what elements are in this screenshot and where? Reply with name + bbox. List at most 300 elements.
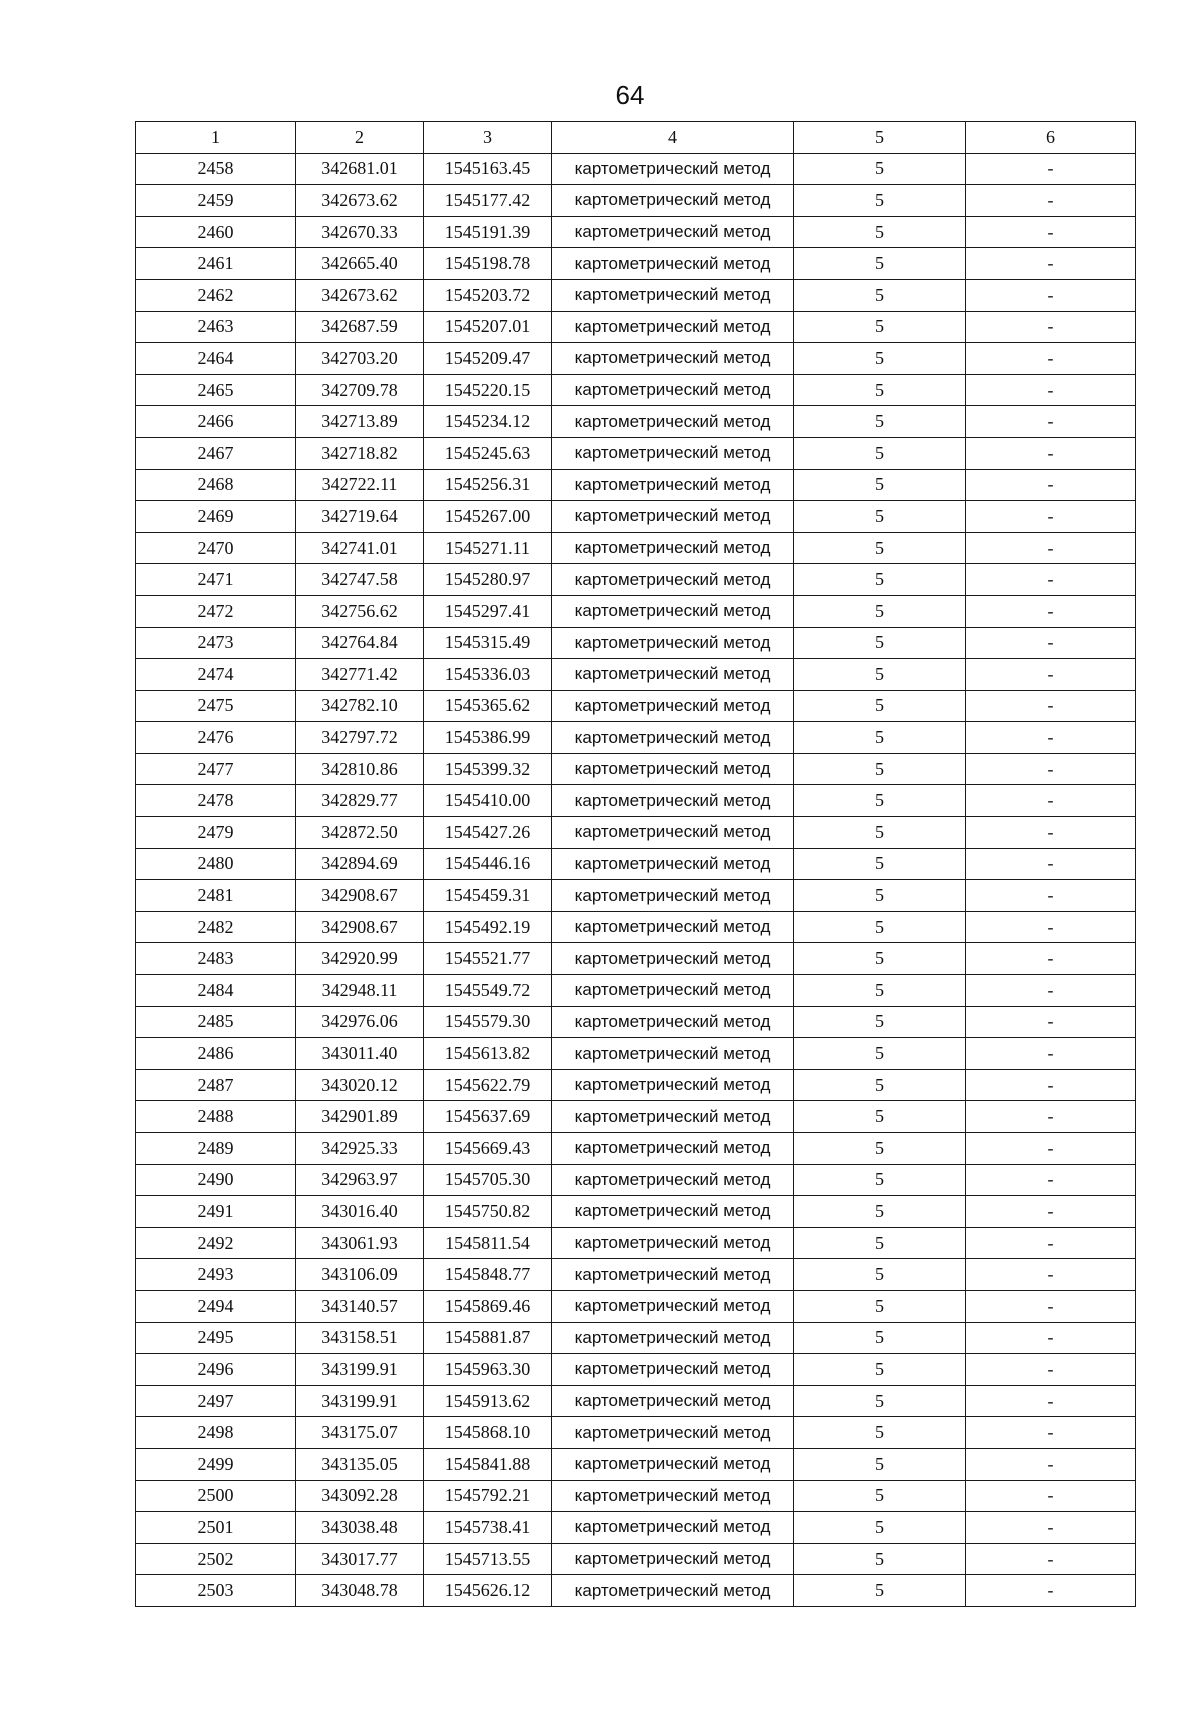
note-cell: - — [966, 659, 1136, 691]
note-cell: - — [966, 279, 1136, 311]
table-row — [136, 279, 1136, 311]
table-row — [136, 216, 1136, 248]
note-cell: - — [966, 690, 1136, 722]
point-number-cell: 2488 — [136, 1101, 296, 1133]
table-row — [136, 1480, 1136, 1512]
note-cell: - — [966, 975, 1136, 1007]
note-cell: - — [966, 911, 1136, 943]
y-coordinate-cell: 1545427.26 — [424, 817, 552, 849]
table-header-row — [136, 122, 1136, 154]
x-coordinate-cell: 343048.78 — [296, 1575, 424, 1607]
accuracy-cell: 5 — [794, 1196, 966, 1228]
accuracy-cell: 5 — [794, 532, 966, 564]
x-coordinate-cell: 342665.40 — [296, 248, 424, 280]
point-number-cell: 2496 — [136, 1354, 296, 1386]
point-number-cell: 2490 — [136, 1164, 296, 1196]
x-coordinate-cell: 343016.40 — [296, 1196, 424, 1228]
accuracy-cell: 5 — [794, 279, 966, 311]
table-row — [136, 1069, 1136, 1101]
table-row — [136, 1196, 1136, 1228]
table-row — [136, 1164, 1136, 1196]
table-row — [136, 1101, 1136, 1133]
accuracy-cell: 5 — [794, 406, 966, 438]
column-header: 5 — [794, 122, 966, 154]
note-cell: - — [966, 1038, 1136, 1070]
y-coordinate-cell: 1545315.49 — [424, 627, 552, 659]
table-row — [136, 1227, 1136, 1259]
note-cell: - — [966, 1259, 1136, 1291]
note-cell: - — [966, 406, 1136, 438]
note-cell: - — [966, 248, 1136, 280]
method-cell: картометрический метод — [552, 659, 794, 691]
accuracy-cell: 5 — [794, 943, 966, 975]
y-coordinate-cell: 1545521.77 — [424, 943, 552, 975]
y-coordinate-cell: 1545963.30 — [424, 1354, 552, 1386]
table-row — [136, 564, 1136, 596]
note-cell: - — [966, 785, 1136, 817]
note-cell: - — [966, 880, 1136, 912]
y-coordinate-cell: 1545622.79 — [424, 1069, 552, 1101]
y-coordinate-cell: 1545267.00 — [424, 501, 552, 533]
accuracy-cell: 5 — [794, 501, 966, 533]
accuracy-cell: 5 — [794, 1227, 966, 1259]
y-coordinate-cell: 1545669.43 — [424, 1133, 552, 1165]
accuracy-cell: 5 — [794, 1417, 966, 1449]
method-cell: картометрический метод — [552, 185, 794, 217]
accuracy-cell: 5 — [794, 690, 966, 722]
table-row — [136, 501, 1136, 533]
y-coordinate-cell: 1545459.31 — [424, 880, 552, 912]
method-cell: картометрический метод — [552, 785, 794, 817]
y-coordinate-cell: 1545280.97 — [424, 564, 552, 596]
accuracy-cell: 5 — [794, 437, 966, 469]
table-row — [136, 1512, 1136, 1544]
y-coordinate-cell: 1545336.03 — [424, 659, 552, 691]
accuracy-cell: 5 — [794, 1101, 966, 1133]
table-row — [136, 1133, 1136, 1165]
note-cell: - — [966, 501, 1136, 533]
accuracy-cell: 5 — [794, 216, 966, 248]
table-row — [136, 437, 1136, 469]
note-cell: - — [966, 1133, 1136, 1165]
table-row — [136, 753, 1136, 785]
method-cell: картометрический метод — [552, 406, 794, 438]
y-coordinate-cell: 1545191.39 — [424, 216, 552, 248]
point-number-cell: 2500 — [136, 1480, 296, 1512]
y-coordinate-cell: 1545811.54 — [424, 1227, 552, 1259]
note-cell: - — [966, 943, 1136, 975]
note-cell: - — [966, 848, 1136, 880]
y-coordinate-cell: 1545271.11 — [424, 532, 552, 564]
point-number-cell: 2477 — [136, 753, 296, 785]
table-row — [136, 374, 1136, 406]
method-cell: картометрический метод — [552, 1101, 794, 1133]
method-cell: картометрический метод — [552, 1417, 794, 1449]
table-row — [136, 785, 1136, 817]
point-number-cell: 2489 — [136, 1133, 296, 1165]
point-number-cell: 2461 — [136, 248, 296, 280]
table-row — [136, 1038, 1136, 1070]
y-coordinate-cell: 1545750.82 — [424, 1196, 552, 1228]
accuracy-cell: 5 — [794, 817, 966, 849]
accuracy-cell: 5 — [794, 1133, 966, 1165]
accuracy-cell: 5 — [794, 1006, 966, 1038]
table-row — [136, 532, 1136, 564]
method-cell: картометрический метод — [552, 1543, 794, 1575]
point-number-cell: 2476 — [136, 722, 296, 754]
x-coordinate-cell: 342703.20 — [296, 343, 424, 375]
point-number-cell: 2497 — [136, 1385, 296, 1417]
point-number-cell: 2466 — [136, 406, 296, 438]
method-cell: картометрический метод — [552, 343, 794, 375]
y-coordinate-cell: 1545386.99 — [424, 722, 552, 754]
table-row — [136, 185, 1136, 217]
point-number-cell: 2472 — [136, 595, 296, 627]
table-row — [136, 659, 1136, 691]
y-coordinate-cell: 1545705.30 — [424, 1164, 552, 1196]
x-coordinate-cell: 342741.01 — [296, 532, 424, 564]
method-cell: картометрический метод — [552, 817, 794, 849]
y-coordinate-cell: 1545207.01 — [424, 311, 552, 343]
note-cell: - — [966, 185, 1136, 217]
point-number-cell: 2498 — [136, 1417, 296, 1449]
x-coordinate-cell: 342894.69 — [296, 848, 424, 880]
coordinates-table — [135, 121, 1136, 1607]
y-coordinate-cell: 1545869.46 — [424, 1290, 552, 1322]
accuracy-cell: 5 — [794, 753, 966, 785]
note-cell: - — [966, 595, 1136, 627]
note-cell: - — [966, 343, 1136, 375]
accuracy-cell: 5 — [794, 1512, 966, 1544]
method-cell: картометрический метод — [552, 1354, 794, 1386]
point-number-cell: 2486 — [136, 1038, 296, 1070]
x-coordinate-cell: 342687.59 — [296, 311, 424, 343]
point-number-cell: 2467 — [136, 437, 296, 469]
table-row — [136, 469, 1136, 501]
x-coordinate-cell: 343199.91 — [296, 1354, 424, 1386]
y-coordinate-cell: 1545163.45 — [424, 153, 552, 185]
method-cell: картометрический метод — [552, 1164, 794, 1196]
note-cell: - — [966, 1417, 1136, 1449]
accuracy-cell: 5 — [794, 975, 966, 1007]
table-row — [136, 627, 1136, 659]
table-row — [136, 1006, 1136, 1038]
point-number-cell: 2492 — [136, 1227, 296, 1259]
y-coordinate-cell: 1545220.15 — [424, 374, 552, 406]
note-cell: - — [966, 1385, 1136, 1417]
method-cell: картометрический метод — [552, 911, 794, 943]
point-number-cell: 2480 — [136, 848, 296, 880]
table-row — [136, 1354, 1136, 1386]
accuracy-cell: 5 — [794, 1259, 966, 1291]
accuracy-cell: 5 — [794, 564, 966, 596]
x-coordinate-cell: 342764.84 — [296, 627, 424, 659]
x-coordinate-cell: 342673.62 — [296, 185, 424, 217]
x-coordinate-cell: 342908.67 — [296, 880, 424, 912]
x-coordinate-cell: 342925.33 — [296, 1133, 424, 1165]
note-cell: - — [966, 469, 1136, 501]
note-cell: - — [966, 627, 1136, 659]
table-row — [136, 1543, 1136, 1575]
y-coordinate-cell: 1545848.77 — [424, 1259, 552, 1291]
method-cell: картометрический метод — [552, 627, 794, 659]
x-coordinate-cell: 342829.77 — [296, 785, 424, 817]
point-number-cell: 2465 — [136, 374, 296, 406]
note-cell: - — [966, 1227, 1136, 1259]
accuracy-cell: 5 — [794, 1480, 966, 1512]
accuracy-cell: 5 — [794, 1322, 966, 1354]
x-coordinate-cell: 342713.89 — [296, 406, 424, 438]
method-cell: картометрический метод — [552, 1512, 794, 1544]
x-coordinate-cell: 342670.33 — [296, 216, 424, 248]
x-coordinate-cell: 342747.58 — [296, 564, 424, 596]
x-coordinate-cell: 343158.51 — [296, 1322, 424, 1354]
x-coordinate-cell: 343017.77 — [296, 1543, 424, 1575]
point-number-cell: 2485 — [136, 1006, 296, 1038]
y-coordinate-cell: 1545365.62 — [424, 690, 552, 722]
note-cell: - — [966, 1101, 1136, 1133]
x-coordinate-cell: 342976.06 — [296, 1006, 424, 1038]
accuracy-cell: 5 — [794, 1385, 966, 1417]
note-cell: - — [966, 1354, 1136, 1386]
note-cell: - — [966, 1196, 1136, 1228]
note-cell: - — [966, 722, 1136, 754]
y-coordinate-cell: 1545792.21 — [424, 1480, 552, 1512]
point-number-cell: 2479 — [136, 817, 296, 849]
method-cell: картометрический метод — [552, 1006, 794, 1038]
point-number-cell: 2501 — [136, 1512, 296, 1544]
accuracy-cell: 5 — [794, 627, 966, 659]
table-row — [136, 1417, 1136, 1449]
y-coordinate-cell: 1545579.30 — [424, 1006, 552, 1038]
note-cell: - — [966, 1512, 1136, 1544]
point-number-cell: 2464 — [136, 343, 296, 375]
x-coordinate-cell: 342722.11 — [296, 469, 424, 501]
method-cell: картометрический метод — [552, 374, 794, 406]
x-coordinate-cell: 342771.42 — [296, 659, 424, 691]
page-number: 64 — [615, 80, 645, 110]
method-cell: картометрический метод — [552, 1196, 794, 1228]
note-cell: - — [966, 216, 1136, 248]
accuracy-cell: 5 — [794, 248, 966, 280]
note-cell: - — [966, 817, 1136, 849]
y-coordinate-cell: 1545203.72 — [424, 279, 552, 311]
accuracy-cell: 5 — [794, 469, 966, 501]
y-coordinate-cell: 1545446.16 — [424, 848, 552, 880]
method-cell: картометрический метод — [552, 279, 794, 311]
x-coordinate-cell: 342908.67 — [296, 911, 424, 943]
method-cell: картометрический метод — [552, 153, 794, 185]
x-coordinate-cell: 343135.05 — [296, 1448, 424, 1480]
table-row — [136, 343, 1136, 375]
table-row — [136, 1575, 1136, 1607]
x-coordinate-cell: 342673.62 — [296, 279, 424, 311]
table-row — [136, 722, 1136, 754]
x-coordinate-cell: 343199.91 — [296, 1385, 424, 1417]
accuracy-cell: 5 — [794, 722, 966, 754]
x-coordinate-cell: 343140.57 — [296, 1290, 424, 1322]
y-coordinate-cell: 1545913.62 — [424, 1385, 552, 1417]
accuracy-cell: 5 — [794, 1543, 966, 1575]
method-cell: картометрический метод — [552, 1133, 794, 1165]
y-coordinate-cell: 1545177.42 — [424, 185, 552, 217]
point-number-cell: 2469 — [136, 501, 296, 533]
accuracy-cell: 5 — [794, 911, 966, 943]
point-number-cell: 2468 — [136, 469, 296, 501]
method-cell: картометрический метод — [552, 1322, 794, 1354]
accuracy-cell: 5 — [794, 1575, 966, 1607]
point-number-cell: 2494 — [136, 1290, 296, 1322]
table-row — [136, 153, 1136, 185]
point-number-cell: 2471 — [136, 564, 296, 596]
y-coordinate-cell: 1545626.12 — [424, 1575, 552, 1607]
table-row — [136, 848, 1136, 880]
method-cell: картометрический метод — [552, 595, 794, 627]
method-cell: картометрический метод — [552, 848, 794, 880]
method-cell: картометрический метод — [552, 1227, 794, 1259]
table-row — [136, 1290, 1136, 1322]
method-cell: картометрический метод — [552, 1385, 794, 1417]
y-coordinate-cell: 1545881.87 — [424, 1322, 552, 1354]
y-coordinate-cell: 1545738.41 — [424, 1512, 552, 1544]
note-cell: - — [966, 1006, 1136, 1038]
table-row — [136, 1385, 1136, 1417]
point-number-cell: 2470 — [136, 532, 296, 564]
method-cell: картометрический метод — [552, 943, 794, 975]
point-number-cell: 2474 — [136, 659, 296, 691]
accuracy-cell: 5 — [794, 153, 966, 185]
table-row — [136, 406, 1136, 438]
point-number-cell: 2460 — [136, 216, 296, 248]
column-header: 3 — [424, 122, 552, 154]
accuracy-cell: 5 — [794, 785, 966, 817]
y-coordinate-cell: 1545613.82 — [424, 1038, 552, 1070]
note-cell: - — [966, 564, 1136, 596]
column-header: 4 — [552, 122, 794, 154]
y-coordinate-cell: 1545198.78 — [424, 248, 552, 280]
y-coordinate-cell: 1545713.55 — [424, 1543, 552, 1575]
note-cell: - — [966, 311, 1136, 343]
y-coordinate-cell: 1545234.12 — [424, 406, 552, 438]
point-number-cell: 2493 — [136, 1259, 296, 1291]
point-number-cell: 2458 — [136, 153, 296, 185]
y-coordinate-cell: 1545399.32 — [424, 753, 552, 785]
accuracy-cell: 5 — [794, 1069, 966, 1101]
table-row — [136, 595, 1136, 627]
table-row — [136, 1322, 1136, 1354]
note-cell: - — [966, 1164, 1136, 1196]
table-row — [136, 943, 1136, 975]
accuracy-cell: 5 — [794, 848, 966, 880]
accuracy-cell: 5 — [794, 1290, 966, 1322]
table-row — [136, 817, 1136, 849]
accuracy-cell: 5 — [794, 1038, 966, 1070]
table-row — [136, 690, 1136, 722]
accuracy-cell: 5 — [794, 1354, 966, 1386]
table-row — [136, 1259, 1136, 1291]
table-row — [136, 248, 1136, 280]
accuracy-cell: 5 — [794, 311, 966, 343]
y-coordinate-cell: 1545209.47 — [424, 343, 552, 375]
note-cell: - — [966, 1322, 1136, 1354]
method-cell: картометрический метод — [552, 564, 794, 596]
accuracy-cell: 5 — [794, 185, 966, 217]
x-coordinate-cell: 342756.62 — [296, 595, 424, 627]
y-coordinate-cell: 1545297.41 — [424, 595, 552, 627]
point-number-cell: 2478 — [136, 785, 296, 817]
method-cell: картометрический метод — [552, 690, 794, 722]
method-cell: картометрический метод — [552, 1038, 794, 1070]
table-row — [136, 311, 1136, 343]
note-cell: - — [966, 1448, 1136, 1480]
note-cell: - — [966, 1480, 1136, 1512]
table-body — [136, 153, 1136, 1606]
method-cell: картометрический метод — [552, 469, 794, 501]
point-number-cell: 2462 — [136, 279, 296, 311]
y-coordinate-cell: 1545492.19 — [424, 911, 552, 943]
x-coordinate-cell: 342782.10 — [296, 690, 424, 722]
x-coordinate-cell: 342810.86 — [296, 753, 424, 785]
method-cell: картометрический метод — [552, 1259, 794, 1291]
accuracy-cell: 5 — [794, 1448, 966, 1480]
y-coordinate-cell: 1545637.69 — [424, 1101, 552, 1133]
accuracy-cell: 5 — [794, 374, 966, 406]
method-cell: картометрический метод — [552, 1069, 794, 1101]
table-row — [136, 911, 1136, 943]
point-number-cell: 2481 — [136, 880, 296, 912]
note-cell: - — [966, 374, 1136, 406]
point-number-cell: 2503 — [136, 1575, 296, 1607]
x-coordinate-cell: 342948.11 — [296, 975, 424, 1007]
note-cell: - — [966, 437, 1136, 469]
point-number-cell: 2463 — [136, 311, 296, 343]
x-coordinate-cell: 342709.78 — [296, 374, 424, 406]
method-cell: картометрический метод — [552, 1575, 794, 1607]
method-cell: картометрический метод — [552, 311, 794, 343]
method-cell: картометрический метод — [552, 722, 794, 754]
note-cell: - — [966, 532, 1136, 564]
y-coordinate-cell: 1545868.10 — [424, 1417, 552, 1449]
x-coordinate-cell: 342872.50 — [296, 817, 424, 849]
point-number-cell: 2483 — [136, 943, 296, 975]
method-cell: картометрический метод — [552, 437, 794, 469]
y-coordinate-cell: 1545256.31 — [424, 469, 552, 501]
note-cell: - — [966, 1543, 1136, 1575]
column-header: 6 — [966, 122, 1136, 154]
y-coordinate-cell: 1545410.00 — [424, 785, 552, 817]
column-header: 2 — [296, 122, 424, 154]
method-cell: картометрический метод — [552, 532, 794, 564]
table-row — [136, 975, 1136, 1007]
accuracy-cell: 5 — [794, 595, 966, 627]
accuracy-cell: 5 — [794, 659, 966, 691]
point-number-cell: 2473 — [136, 627, 296, 659]
x-coordinate-cell: 343020.12 — [296, 1069, 424, 1101]
y-coordinate-cell: 1545245.63 — [424, 437, 552, 469]
method-cell: картометрический метод — [552, 1290, 794, 1322]
note-cell: - — [966, 1575, 1136, 1607]
x-coordinate-cell: 342718.82 — [296, 437, 424, 469]
column-header: 1 — [136, 122, 296, 154]
note-cell: - — [966, 1069, 1136, 1101]
method-cell: картометрический метод — [552, 216, 794, 248]
method-cell: картометрический метод — [552, 753, 794, 785]
point-number-cell: 2482 — [136, 911, 296, 943]
accuracy-cell: 5 — [794, 880, 966, 912]
x-coordinate-cell: 343011.40 — [296, 1038, 424, 1070]
point-number-cell: 2502 — [136, 1543, 296, 1575]
method-cell: картометрический метод — [552, 1480, 794, 1512]
